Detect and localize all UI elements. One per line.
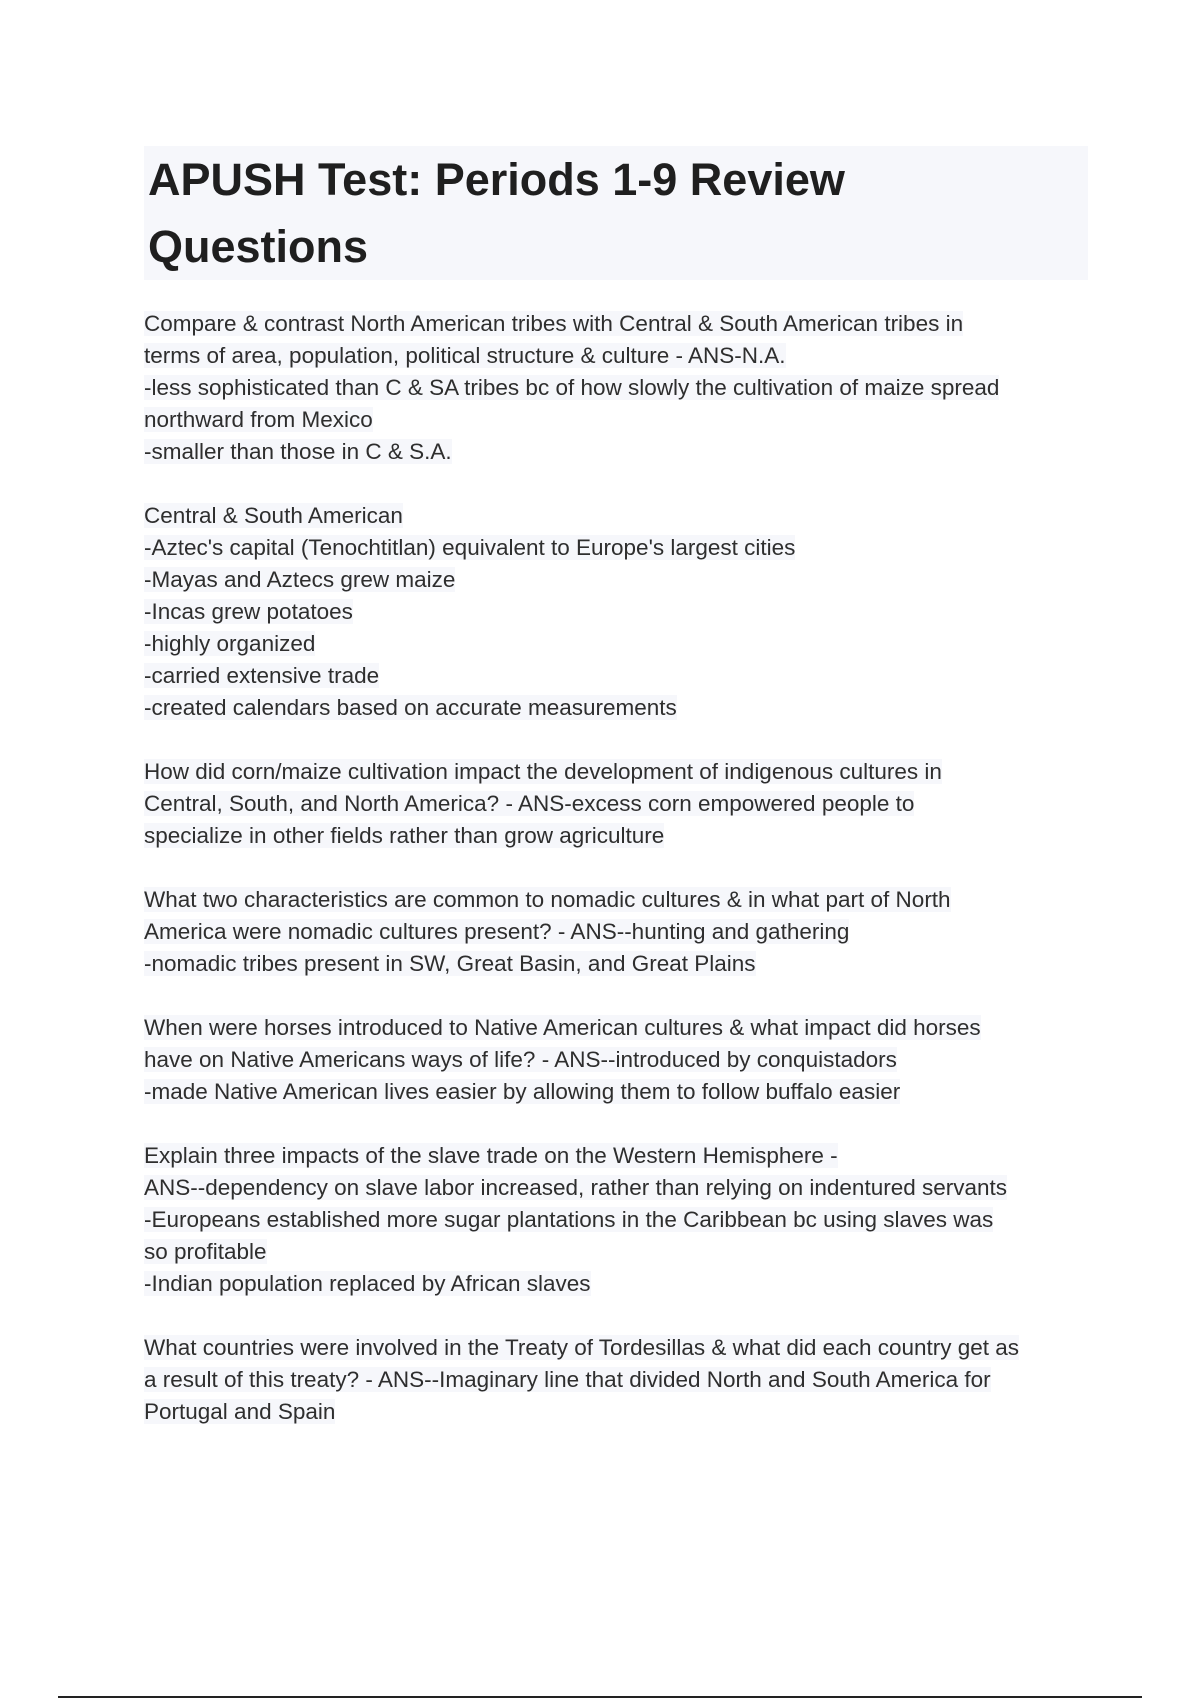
title-line-2: Questions <box>148 221 369 272</box>
qa-block-1 <box>144 308 1104 468</box>
document-body <box>144 308 1104 1460</box>
text-span: -nomadic tribes present in SW, Great Basin, and Great Plains <box>144 951 756 976</box>
text-line <box>144 340 1104 372</box>
text-line <box>144 1172 1104 1204</box>
text-line <box>144 820 1104 852</box>
text-line <box>144 884 1104 916</box>
text-line <box>144 692 1104 724</box>
text-span: -Europeans established more sugar plantations in the Caribbean bc using slaves was <box>144 1207 994 1232</box>
text-span: ANS--dependency on slave labor increased, rather than relying on indentured servants <box>144 1175 1008 1200</box>
text-line <box>144 1396 1104 1428</box>
text-span: Portugal and Spain <box>144 1399 336 1424</box>
text-span: -made Native American lives easier by allowing them to follow buffalo easier <box>144 1079 901 1104</box>
qa-block-5 <box>144 1012 1104 1108</box>
page-title <box>144 146 1088 280</box>
text-line <box>144 1012 1104 1044</box>
text-span: -Aztec's capital (Tenochtitlan) equivalent to Europe's largest cities <box>144 535 796 560</box>
qa-block-4 <box>144 884 1104 980</box>
text-span: -less sophisticated than C & SA tribes bc of how slowly the cultivation of maize spread <box>144 375 1000 400</box>
text-span: What countries were involved in the Treaty of Tordesillas & what did each country get as <box>144 1335 1020 1360</box>
text-span: terms of area, population, political structure & culture - ANS-N.A. <box>144 343 786 368</box>
text-line <box>144 500 1104 532</box>
text-line <box>144 564 1104 596</box>
text-line <box>144 404 1104 436</box>
text-line <box>144 436 1104 468</box>
qa-block-3 <box>144 756 1104 852</box>
text-span: Compare & contrast North American tribes with Central & South American tribes in <box>144 311 964 336</box>
text-span: -highly organized <box>144 631 316 656</box>
text-span: Central & South American <box>144 503 403 528</box>
text-line <box>144 1076 1104 1108</box>
text-line <box>144 372 1104 404</box>
text-line <box>144 308 1104 340</box>
text-span: Central, South, and North America? - ANS-excess corn empowered people to <box>144 791 915 816</box>
qa-block-2 <box>144 500 1104 724</box>
text-line <box>144 660 1104 692</box>
text-line <box>144 628 1104 660</box>
text-span: -created calendars based on accurate measurements <box>144 695 677 720</box>
text-line <box>144 788 1104 820</box>
text-span: have on Native Americans ways of life? - ANS--introduced by conquistadors <box>144 1047 897 1072</box>
title-line-1: APUSH Test: Periods 1-9 Review <box>148 154 845 205</box>
qa-block-7 <box>144 1332 1104 1428</box>
text-span: northward from Mexico <box>144 407 373 432</box>
text-line <box>144 532 1104 564</box>
text-span: -Indian population replaced by African slaves <box>144 1271 591 1296</box>
text-line <box>144 1332 1104 1364</box>
text-line <box>144 916 1104 948</box>
text-span: a result of this treaty? - ANS--Imaginary line that divided North and South America for <box>144 1367 991 1392</box>
text-line <box>144 756 1104 788</box>
text-span: -Incas grew potatoes <box>144 599 353 624</box>
text-line <box>144 1268 1104 1300</box>
text-line <box>144 1236 1104 1268</box>
text-line <box>144 948 1104 980</box>
text-line <box>144 1044 1104 1076</box>
text-span: Explain three impacts of the slave trade on the Western Hemisphere - <box>144 1143 838 1168</box>
text-line <box>144 1364 1104 1396</box>
text-span: What two characteristics are common to nomadic cultures & in what part of North <box>144 887 951 912</box>
qa-block-6 <box>144 1140 1104 1300</box>
text-span: How did corn/maize cultivation impact the development of indigenous cultures in <box>144 759 942 784</box>
text-line <box>144 596 1104 628</box>
text-span: When were horses introduced to Native American cultures & what impact did horses <box>144 1015 981 1040</box>
text-span: specialize in other fields rather than grow agriculture <box>144 823 665 848</box>
text-span: -carried extensive trade <box>144 663 380 688</box>
footer-divider <box>58 1696 1142 1698</box>
text-span: -smaller than those in C & S.A. <box>144 439 452 464</box>
text-span: -Mayas and Aztecs grew maize <box>144 567 456 592</box>
text-line <box>144 1204 1104 1236</box>
text-span: America were nomadic cultures present? - ANS--hunting and gathering <box>144 919 850 944</box>
text-line <box>144 1140 1104 1172</box>
text-span: so profitable <box>144 1239 267 1264</box>
